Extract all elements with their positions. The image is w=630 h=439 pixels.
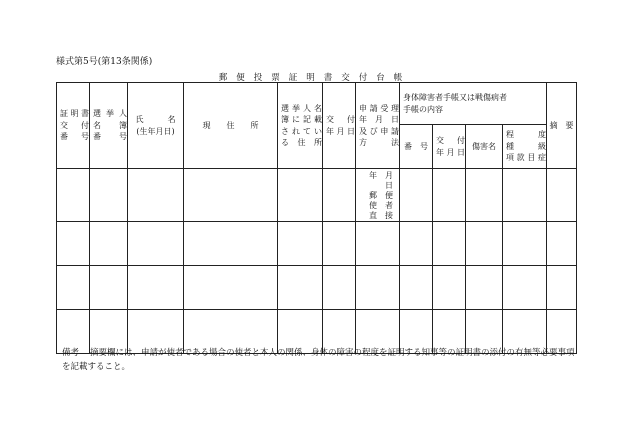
form-label: 様式第5号(第13条関係) xyxy=(56,57,153,67)
register-table xyxy=(56,82,577,354)
footnote-body: 摘要欄には、申請が使者である場合の使者と本人の関係、身体の障害の程度を証明する知事等の証明書の添付の有無等必要事項を記載すること。 xyxy=(62,348,575,372)
header-registered-address: 選挙人名 簿に記載 されてい る 住 所 xyxy=(278,83,323,169)
header-request: 申請受理 年 月 日 及び申請 方 法 xyxy=(356,83,400,169)
footnote-head: 備考 xyxy=(62,348,80,358)
header-disability-name: 傷害名 xyxy=(466,125,503,169)
footnote xyxy=(62,346,582,374)
header-disability-issue-date: 交 付 年月日 xyxy=(433,125,466,169)
header-cert-no: 証明書 交 付 番 号 xyxy=(57,83,90,169)
header-disability-group: 身体障害者手帳又は戦傷病者 手帳の内容 xyxy=(400,83,547,125)
header-disability-number: 番 号 xyxy=(400,125,433,169)
header-elector-no: 選挙人 名 簿 番 号 xyxy=(90,83,128,169)
table-row xyxy=(57,169,577,222)
header-issue-date: 交 付 年月日 xyxy=(323,83,356,169)
header-address: 現 住 所 xyxy=(184,83,278,169)
header-remarks: 摘 要 xyxy=(547,83,577,169)
table-row xyxy=(57,222,577,266)
table-row xyxy=(57,266,577,310)
request-method-cell: 年 月 日 郵 便 使 者 直 接 xyxy=(356,169,400,222)
header-name: 氏 名 (生年月日) xyxy=(128,83,184,169)
form-title: 郵便投票証明書交付台帳 xyxy=(218,73,412,83)
header-disability-degree: 程 度 種 級 項款目症 xyxy=(503,125,547,169)
header-row-1 xyxy=(57,83,577,125)
